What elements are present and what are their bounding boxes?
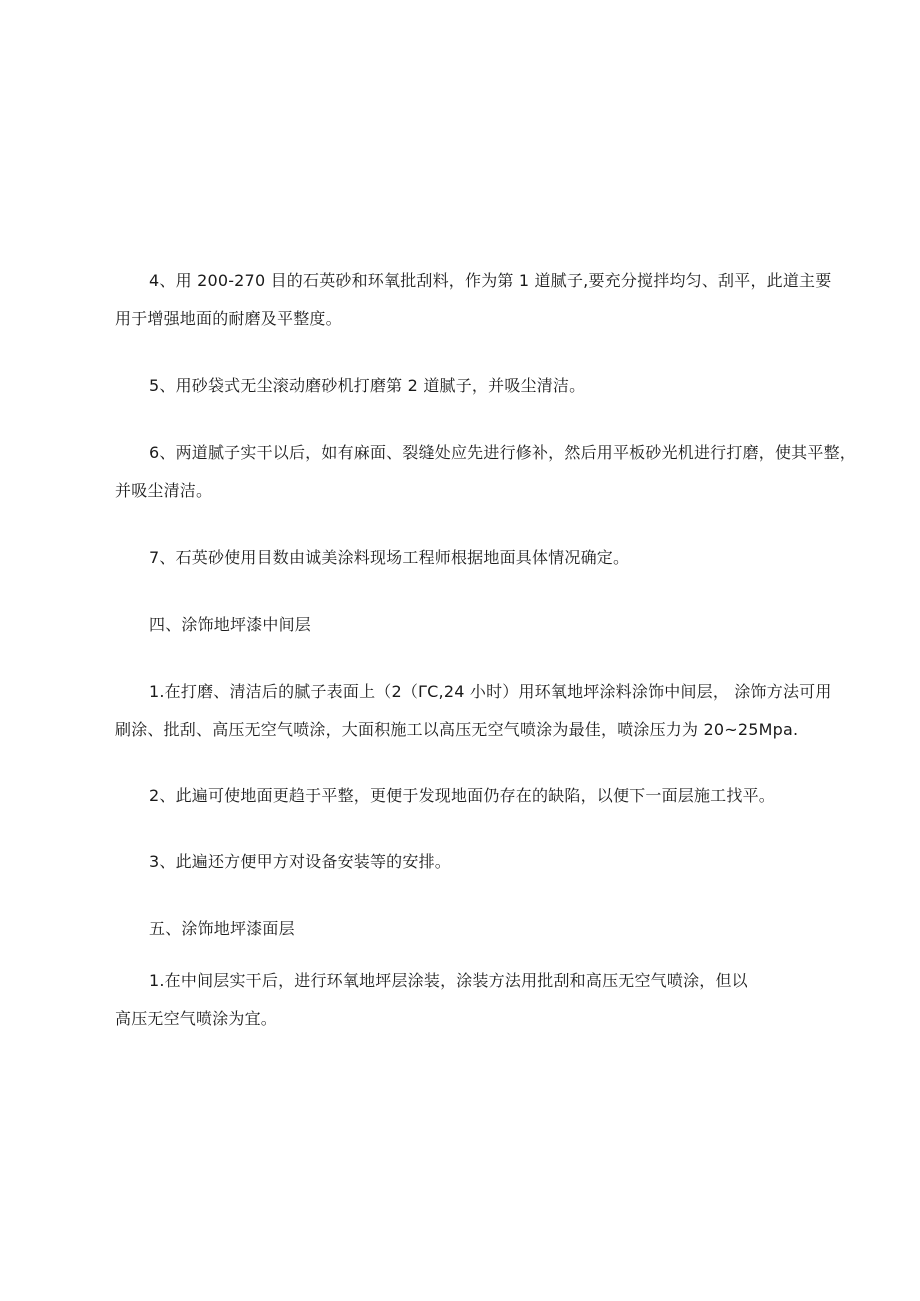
paragraph-step-4: [115, 262, 832, 338]
paragraph-middle-2: [115, 777, 815, 815]
heading-text: 四、涂饰地坪漆中间层: [149, 615, 312, 634]
paragraph-step-7: [115, 539, 815, 577]
text-line: 3、此遍还方便甲方对设备安装等的安排。: [149, 852, 451, 871]
text-line: 1.在打磨、清洁后的腻子表面上（2（ΓC,24 小时）用环氧地坪涂料涂饰中间层， 涂饰方法可用: [149, 682, 832, 701]
paragraph-step-6: [115, 434, 856, 510]
text-line: 用于增强地面的耐磨及平整度。: [115, 309, 342, 328]
paragraph-middle-3: [115, 843, 815, 881]
paragraph-top-1: [115, 962, 815, 1038]
text-line: 6、两道腻子实干以后，如有麻面、裂缝处应先进行修补，然后用平板砂光机进行打磨，使其平整，: [149, 443, 856, 462]
text-line: 高压无空气喷涂为宜。: [115, 1009, 278, 1028]
heading-text: 五、涂饰地坪漆面层: [149, 919, 295, 938]
text-line: 5、用砂袋式无尘滚动磨砂机打磨第 2 道腻子，并吸尘清洁。: [149, 376, 586, 395]
paragraph-step-5: [115, 367, 815, 405]
section-heading-middle-layer: [115, 606, 815, 644]
text-line: 4、用 200-270 目的石英砂和环氧批刮料，作为第 1 道腻子,要充分搅拌均匀、刮平，此道主要: [149, 271, 832, 290]
text-line: 并吸尘清洁。: [115, 481, 213, 500]
text-line: 7、石英砂使用目数由诚美涂料现场工程师根据地面具体情况确定。: [149, 548, 630, 567]
text-line: 2、此遍可使地面更趋于平整，更便于发现地面仍存在的缺陷，以便下一面层施工找平。: [149, 786, 775, 805]
text-line: 刷涂、批刮、高压无空气喷涂，大面积施工以高压无空气喷涂为最佳，喷涂压力为 20~25Mpa.: [115, 720, 799, 739]
paragraph-middle-1: [115, 673, 832, 749]
section-heading-top-layer: [115, 910, 815, 948]
text-line: 1.在中间层实干后，进行环氧地坪层涂装，涂装方法用批刮和高压无空气喷涂，但以: [149, 971, 748, 990]
